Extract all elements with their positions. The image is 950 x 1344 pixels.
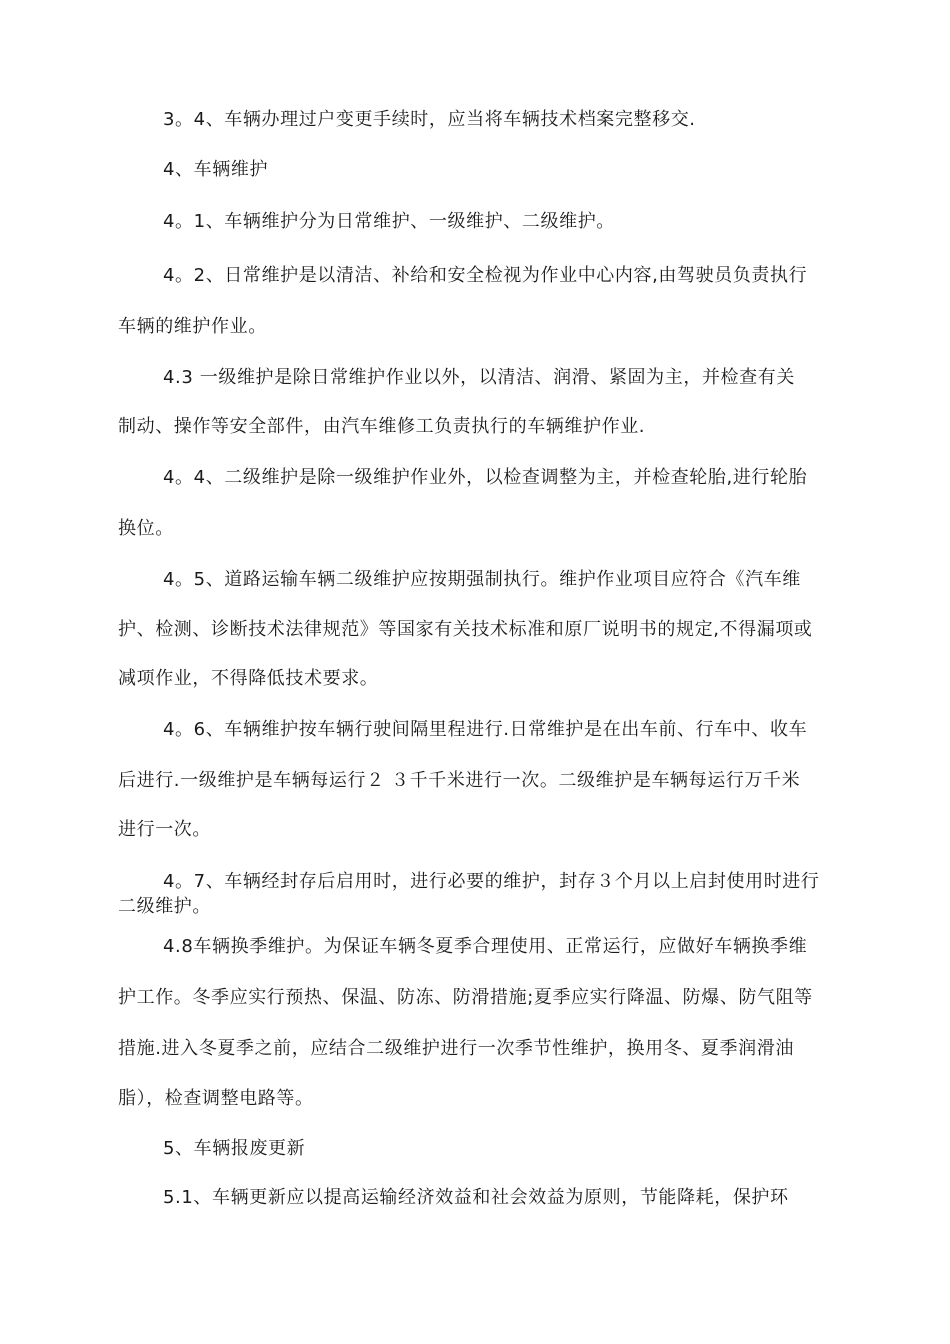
- line-text: 4。2、日常维护是以清洁、补给和安全检视为作业中心内容,由驾驶员负责执行: [163, 265, 808, 286]
- line-text: 护、检测、诊断技术法律规范》等国家有关技术标准和原厂说明书的规定,不得漏项或: [118, 619, 813, 640]
- line-text: 4。1、车辆维护分为日常维护、一级维护、二级维护。: [163, 211, 615, 232]
- line-text: 减项作业，不得降低技术要求。: [118, 668, 379, 689]
- line-text: 车辆的维护作业。: [118, 316, 267, 337]
- line-text: 4.3 一级维护是除日常维护作业以外，以清洁、润滑、紧固为主，并检查有关: [163, 367, 795, 388]
- line-text: 二级维护。: [118, 896, 211, 917]
- line-text: 4。5、道路运输车辆二级维护应按期强制执行。维护作业项目应符合《汽车维: [163, 569, 801, 590]
- line-text: 4。4、二级维护是除一级维护作业外，以检查调整为主，并检查轮胎,进行轮胎: [163, 467, 808, 488]
- line-text: 4、车辆维护: [163, 159, 269, 180]
- line-text: 换位。: [118, 518, 174, 539]
- line-text: 4。7、车辆经封存后启用时，进行必要的维护，封存３个月以上启封使用时进行: [163, 871, 820, 892]
- line-text: 措施.进入冬夏季之前，应结合二级维护进行一次季节性维护，换用冬、夏季润滑油: [118, 1038, 794, 1059]
- line-text: 4.8车辆换季维护。为保证车辆冬夏季合理使用、正常运行，应做好车辆换季维: [163, 936, 808, 957]
- line-text: 制动、操作等安全部件，由汽车维修工负责执行的车辆维护作业.: [118, 416, 646, 437]
- line-text: 脂），检查调整电路等。: [118, 1088, 314, 1109]
- line-text: 3。4、车辆办理过户变更手续时，应当将车辆技术档案完整移交.: [163, 109, 696, 130]
- line-text: 护工作。冬季应实行预热、保温、防冻、防滑措施;夏季应实行降温、防爆、防气阻等: [118, 987, 813, 1008]
- line-text: 4。6、车辆维护按车辆行驶间隔里程进行.日常维护是在出车前、行车中、收车: [163, 719, 808, 740]
- line-text: 后进行.一级维护是车辆每运行２ ３千千米进行一次。二级维护是车辆每运行万千米: [118, 770, 801, 791]
- line-text: 进行一次。: [118, 819, 211, 840]
- line-text: 5.1、车辆更新应以提高运输经济效益和社会效益为原则，节能降耗，保护环: [163, 1187, 789, 1208]
- line-text: 5、车辆报废更新: [163, 1138, 306, 1159]
